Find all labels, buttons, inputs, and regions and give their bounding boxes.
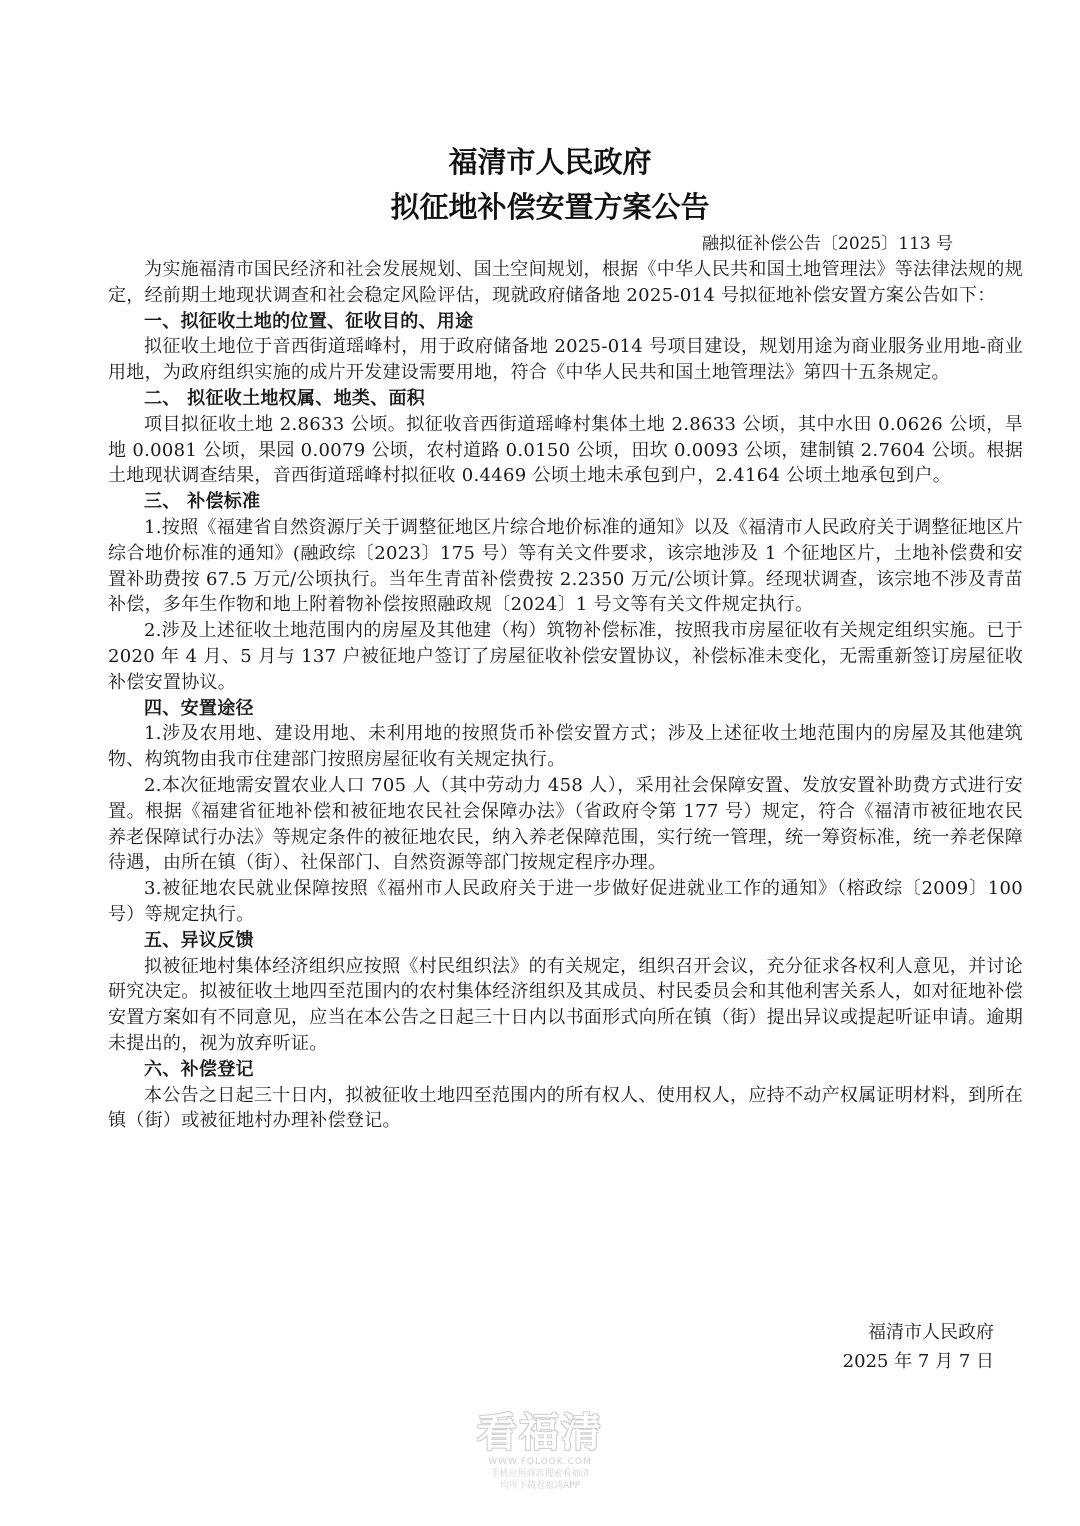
section-4-paragraph-3: 3.被征地农民就业保障按照《福州市人民政府关于进一步做好促进就业工作的通知》（榕政综〔2009〕100 号）等规定执行。 xyxy=(108,878,1023,925)
section-6-paragraph: 本公告之日起三十日内，拟被征收土地四至范围内的所有权人、使用权人，应持不动产权属证明材料，到所在镇（街）或被征地村办理补偿登记。 xyxy=(108,1084,1023,1132)
section-4-paragraph-1: 1.涉及农用地、建设用地、未利用地的按照货币补偿安置方式；涉及上述征收土地范围内的房屋及其他建筑物、构筑物由我市住建部门按照房屋征收有关规定执行。 xyxy=(108,723,1023,771)
watermark-line-1: 手机应用商店搜索看福清 xyxy=(490,1469,590,1479)
section-1-paragraph: 拟征收土地位于音西街道瑶峰村，用于政府储备地 2025-014 号项目建设，规划用途为商业服务业用地-商业用地，为政府组织实施的成片开发建设需要用地，符合《中华人民共和国土地管理法》第四十五条规定。 xyxy=(108,336,1023,384)
section-4-heading: 四、安置途径 xyxy=(144,697,254,719)
watermark-logo: 看福清 xyxy=(477,1410,603,1456)
section-3-paragraph-2: 2.涉及上述征收土地范围内的房屋及其他建（构）筑物补偿标准，按照我市房屋征收有关规定组织实施。已于 2020 年 4 月、5 月与 137 户被征地户签订了房屋征收补偿安置协议，补偿标准未变化，无需重新签订房屋征收补偿安置协议。 xyxy=(108,620,1023,693)
issue-date: 2025 年 7 月 7 日 xyxy=(842,1351,994,1372)
section-5-heading: 五、异议反馈 xyxy=(144,929,254,951)
section-2-paragraph: 项目拟征收土地 2.8633 公顷。拟征收音西街道瑶峰村集体土地 2.8633 公顷，其中水田 0.0626 公顷，旱地 0.0081 公顷，果园 0.0079 公顷，农村道路 0.0150 公顷，田坎 0.0093 公顷，建制镇 2.7604 公顷。根据土地现状调查结果，音西街道瑶峰村拟征收 0.4469 公顷土地未承包到户，2.4164 公顷土地承包到户。 xyxy=(108,413,1023,487)
section-3-heading: 三、 补偿标准 xyxy=(144,491,261,513)
document-number: 融拟征补偿公告〔2025〕113 号 xyxy=(702,234,954,254)
section-1-heading: 一、拟征收土地的位置、征收目的、用途 xyxy=(144,310,474,332)
section-5-paragraph: 拟被征地村集体经济组织应按照《村民组织法》的有关规定，组织召开会议，充分征求各权利人意见，并讨论研究决定。拟被征收土地四至范围内的农村集体经济组织及其成员、村民委员会和其他利害关系人，如对征地补偿安置方案如有不同意见，应当在本公告之日起三十日内以书面形式向所在镇（街）提出异议或提起听证申请。逾期未提出的，视为放弃听证。 xyxy=(108,955,1023,1054)
section-4-paragraph-2: 2.本次征地需安置农业人口 705 人（其中劳动力 458 人），采用社会保障安置、发放安置补助费方式进行安置。根据《福建省征地补偿和被征地农民社会保障办法》（省政府令第 177 号）规定，符合《福清市被征地农民养老保障试行办法》等规定条件的被征地农民，纳入养老保障范围，实行统一管理，统一筹资标准，统一养老保障待遇，由所在镇（街）、社保部门、自然资源等部门按规定程序办理。 xyxy=(108,774,1023,874)
watermark-url: WWW.FQLOOK.COM xyxy=(488,1457,592,1467)
site-watermark xyxy=(460,1410,620,1492)
title-line-2: 拟征地补偿安置方案公告 xyxy=(390,190,710,224)
intro-paragraph: 为实施福清市国民经济和社会发展规划、国土空间规划，根据《中华人民共和国土地管理法》等法律法规的规定，经前期土地现状调查和社会稳定风险评估，现就政府储备地 2025-014 号拟征地补偿安置方案公告如下： xyxy=(108,259,1023,306)
title-line-1: 福清市人民政府 xyxy=(448,145,652,179)
issuer-signature: 福清市人民政府 xyxy=(868,1322,994,1343)
watermark-line-2: 均可下载看福清APP xyxy=(499,1481,580,1491)
section-6-heading: 六、补偿登记 xyxy=(144,1058,254,1080)
section-2-heading: 二、 拟征收土地权属、地类、面积 xyxy=(144,387,426,409)
announcement-body xyxy=(108,257,1023,1134)
section-3-paragraph-1: 1.按照《福建省自然资源厅关于调整征地区片综合地价标准的通知》以及《福清市人民政府关于调整征地区片综合地价标准的通知》(融政综〔2023〕175 号）等有关文件要求，该宗地涉及 1 个征地区片，土地补偿费和安置补助费按 67.5 万元/公顷执行。当年生青苗补偿费按 2.2350 万元/公顷计算。经现状调查，该宗地不涉及青苗补偿，多年生作物和地上附着物补偿按照融政规〔2024〕1 号文等有关文件规定执行。 xyxy=(108,516,1023,616)
